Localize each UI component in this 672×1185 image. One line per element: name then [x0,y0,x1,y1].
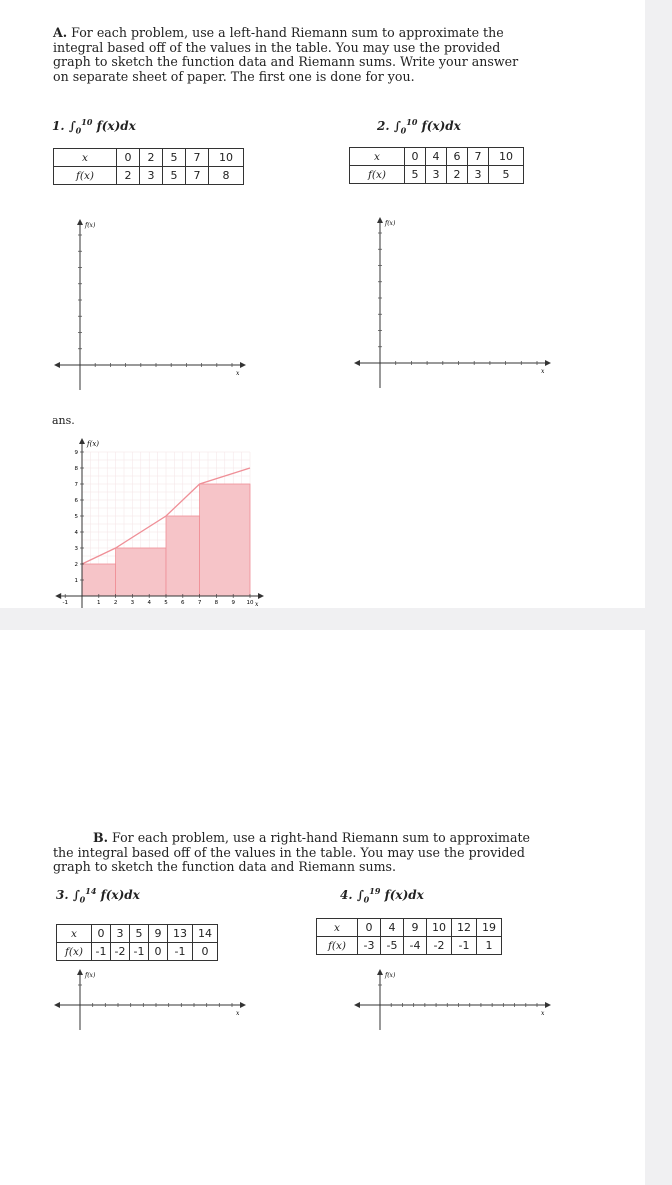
riemann-rectangle [82,564,116,596]
answer-graph [50,432,275,622]
fx-cell: -4 [404,937,427,955]
part-a-instructions [53,26,533,84]
x-cell: 4 [426,148,447,166]
fx-cell: 3 [468,166,489,184]
fx-cell: 1 [477,937,502,955]
fx-cell: -5 [381,937,404,955]
problem-4-graph [355,965,555,1185]
x-axis-left-arrow-icon [55,593,61,599]
table-row-fx [350,166,524,184]
fx-cell: -1 [92,943,111,961]
x-cell: 7 [468,148,489,166]
fx-cell: -2 [111,943,130,961]
x-tick-label: 4 [147,600,151,606]
x-axis-arrow-icon [545,1002,551,1008]
problem-4-table [316,918,502,955]
x-axis-arrow-icon [545,360,551,366]
x-axis-label: x [236,1010,240,1017]
x-tick-label: 9 [231,600,235,606]
fx-cell: -1 [130,943,149,961]
fx-cell: -1 [168,943,193,961]
y-axis-arrow-icon [377,217,383,223]
x-cell: 10 [209,149,244,167]
table-row-x [57,925,218,943]
problem-2-graph [355,215,555,390]
y-axis-label: f(x) [385,220,396,227]
x-tick-label: 10 [246,600,254,606]
table-row-x [350,148,524,166]
fx-header: f(x) [57,943,92,961]
y-axis-label: f(x) [385,972,396,979]
x-cell: 0 [405,148,426,166]
x-tick-label: 7 [197,600,202,606]
fx-header: f(x) [317,937,358,955]
x-tick-label: 6 [181,600,185,606]
fx-header: f(x) [54,167,117,185]
problem-1-label: 1. $\int_0^{10}$ f(x)dx [52,117,136,136]
x-tick-label: 3 [130,600,135,606]
fx-cell: 3 [140,167,163,185]
x-axis-label: x [541,1010,545,1017]
table-row-fx [317,937,502,955]
fx-cell: 3 [426,166,447,184]
answer-label: ans. [52,414,75,427]
x-cell: 9 [404,919,427,937]
x-cell: 19 [477,919,502,937]
y-axis-arrow-icon [77,219,83,225]
x-axis-arrow-icon [240,362,246,368]
x-tick-label: 5 [164,600,168,606]
x-tick-label: -1 [62,600,68,606]
problem-3-graph [55,965,255,1185]
y-axis-arrow-icon [79,438,85,444]
fx-cell: 2 [447,166,468,184]
x-cell: 6 [447,148,468,166]
fx-cell: 0 [193,943,218,961]
problem-4-label: 4. $\int_0^{19}$ f(x)dx [340,886,424,905]
x-cell: 14 [193,925,218,943]
y-tick-label: 5 [74,514,78,520]
problem-2-label: 2. $\int_0^{10}$ f(x)dx [377,117,461,136]
worksheet-page-2 [0,630,645,1185]
y-tick-label: 8 [74,466,78,472]
x-cell: 4 [381,919,404,937]
x-cell: 10 [427,919,452,937]
fx-header: f(x) [350,166,405,184]
riemann-rectangle [116,548,166,596]
part-b-text: For each problem, use a right-hand Riemann sum to approximate the integral based off of the values in the table. You may use the provided graph to sketch the function data and Riemann sums. [53,830,530,874]
fx-cell: 5 [405,166,426,184]
y-tick-label: 9 [74,450,78,456]
table-row-x [54,149,244,167]
x-axis-left-arrow-icon [354,1002,360,1008]
x-axis-label: x [541,368,545,375]
y-tick-label: 7 [74,482,78,488]
riemann-rectangle [166,516,200,596]
x-cell: 0 [92,925,111,943]
x-cell: 9 [149,925,168,943]
problem-1-table [53,148,244,185]
y-axis-label: f(x) [87,440,100,448]
problem-3-table [56,924,218,961]
part-b-letter: B. [93,830,109,845]
x-axis-arrow-icon [258,593,264,599]
fx-cell: 2 [117,167,140,185]
y-axis-label: f(x) [85,222,96,229]
part-a-letter: A. [53,25,68,40]
x-cell: 2 [140,149,163,167]
x-header: x [57,925,92,943]
x-cell: 0 [358,919,381,937]
x-header: x [54,149,117,167]
y-tick-label: 1 [74,578,78,584]
y-tick-label: 6 [74,498,78,504]
y-tick-label: 2 [74,562,78,568]
x-cell: 10 [489,148,524,166]
x-axis-left-arrow-icon [54,362,60,368]
x-cell: 5 [130,925,149,943]
riemann-rectangle [200,484,250,596]
x-axis-left-arrow-icon [54,1002,60,1008]
x-tick-label: 8 [214,600,219,606]
x-header: x [317,919,358,937]
fx-cell: 5 [489,166,524,184]
x-cell: 3 [111,925,130,943]
table-row-fx [57,943,218,961]
table-row-fx [54,167,244,185]
problem-3-label: 3. $\int_0^{14}$ f(x)dx [56,886,140,905]
fx-cell: -2 [427,937,452,955]
problem-1-graph [55,215,255,390]
y-axis-label: f(x) [85,972,96,979]
x-cell: 5 [163,149,186,167]
fx-cell: 7 [186,167,209,185]
y-tick-label: 3 [74,546,78,552]
y-axis-arrow-icon [77,969,83,975]
x-axis-label: x [236,370,240,377]
x-cell: 13 [168,925,193,943]
y-tick-label: 4 [74,530,78,536]
x-header: x [350,148,405,166]
fx-cell: -3 [358,937,381,955]
x-tick-label: 2 [113,600,118,606]
x-cell: 12 [452,919,477,937]
x-tick-label: 1 [97,600,101,606]
table-row-x [317,919,502,937]
problem-2-table [349,147,524,184]
x-axis-left-arrow-icon [354,360,360,366]
fx-cell: 0 [149,943,168,961]
fx-cell: 8 [209,167,244,185]
x-axis-arrow-icon [240,1002,246,1008]
x-cell: 7 [186,149,209,167]
worksheet-page-1 [0,0,645,608]
y-axis-arrow-icon [377,969,383,975]
part-a-text: For each problem, use a left-hand Riemann sum to approximate the integral based off of the values in the table. You may use the provided graph to sketch the function data and Riemann sums. Write your answer on separate sheet of paper. The first one is done for you. [53,25,519,84]
fx-cell: 5 [163,167,186,185]
fx-cell: -1 [452,937,477,955]
part-b-instructions [53,831,553,875]
x-cell: 0 [117,149,140,167]
x-axis-label: x [255,601,259,608]
